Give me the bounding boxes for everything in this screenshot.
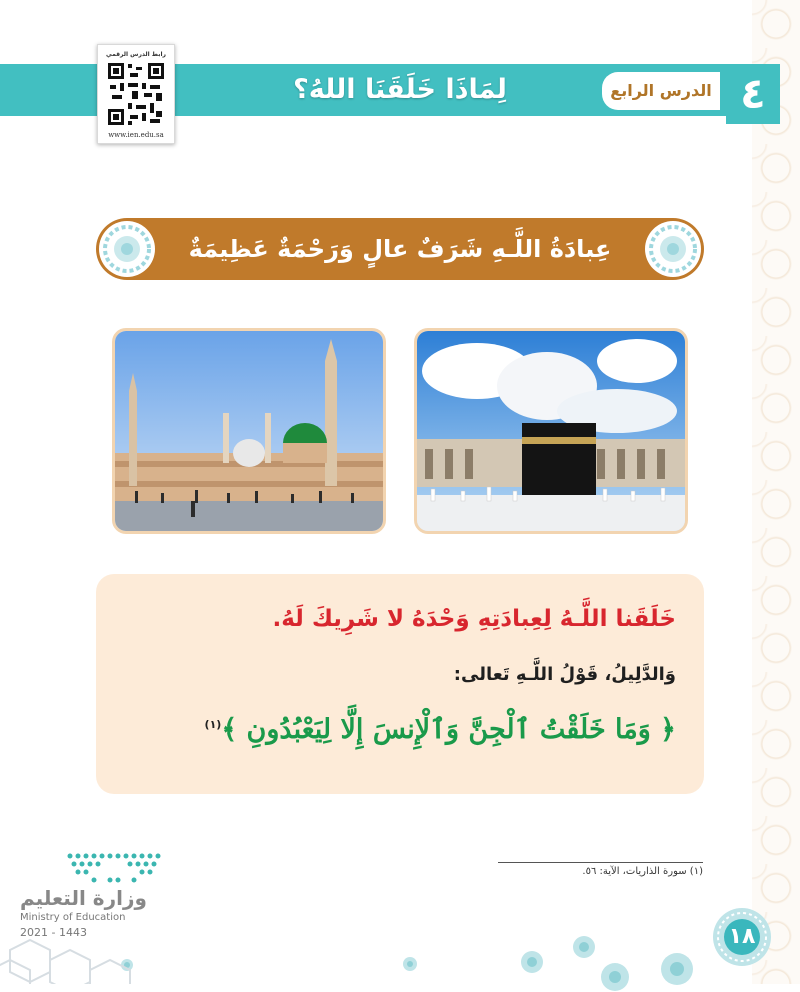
ministry-dots-logo-icon [66, 852, 164, 884]
qr-card[interactable] [97, 44, 175, 144]
lesson-label: الدرس الرابع [610, 81, 712, 100]
quran-verse [120, 714, 676, 745]
side-decorative-pattern [752, 0, 800, 984]
decor-rosette-icon [520, 950, 544, 974]
verse-text: ﴿ وَمَا خَلَقْتُ ٱلْجِنَّ وَٱلْإِنسَ إِلَّا لِيَعْبُدُونِ ﴾ [221, 714, 676, 745]
verse-footnote-ref: (١) [204, 718, 222, 731]
corner-geometric-pattern-icon [0, 920, 160, 984]
decor-rosette-icon [660, 952, 694, 986]
decor-rosette-icon [572, 935, 596, 959]
decor-rosette-icon [600, 962, 630, 992]
rosette-right-icon [644, 220, 702, 278]
lesson-title: لِمَاذَا خَلَقَنَا اللهُ؟ [293, 74, 507, 105]
qr-caption: رابط الدرس الرقمي [106, 51, 166, 58]
prophets-mosque-image [115, 331, 383, 531]
qr-code-icon[interactable] [106, 61, 166, 127]
mosque-photo [112, 328, 386, 534]
footnote-rule [498, 862, 703, 863]
lesson-number: ٤ [740, 69, 766, 118]
statement-text: خَلَقَنا اللَّـهُ لِعِبادَتِهِ وَحْدَهُ لا شَرِيكَ لَهُ. [272, 606, 676, 632]
banner-text: عِبادَةُ اللَّـهِ شَرَفٌ عالٍ وَرَحْمَةٌ عَظِيمَةٌ [188, 235, 612, 263]
footnote: (١) سورة الذاريات، الآية: ٥٦. [582, 866, 703, 877]
evidence-intro: وَالدَّلِيلُ، قَوْلُ اللَّـهِ تَعالى: [453, 664, 676, 685]
ministry-name-english: Ministry of Education [20, 912, 126, 923]
kaaba-photo [414, 328, 688, 534]
edition-year: 2021 - 1443 [20, 926, 87, 939]
rosette-left-icon [98, 220, 156, 278]
page-number: ١٨ [728, 924, 756, 949]
ministry-name-arabic: وزارة التعليم [20, 886, 147, 910]
qr-url[interactable]: www.ien.edu.sa [108, 131, 164, 139]
decor-rosette-icon [402, 956, 418, 972]
kaaba-image [417, 331, 685, 531]
